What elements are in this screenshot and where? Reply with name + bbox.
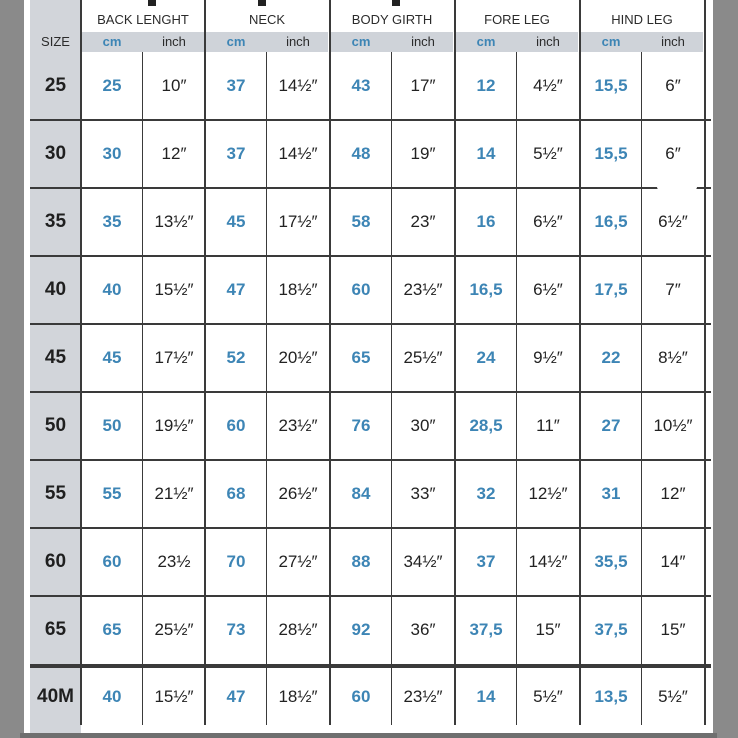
inch-value-cell: 13½″ (154, 212, 194, 231)
cm-value-cell: 60 (351, 280, 371, 299)
cm-column-header: cm (102, 34, 122, 49)
cm-value-cell: 28,5 (469, 416, 503, 435)
group-divider (329, 0, 331, 725)
inch-value-cell: 6″ (665, 144, 681, 163)
inch-value-cell: 27½″ (278, 552, 318, 571)
inch-value-cell: 19″ (410, 144, 436, 163)
cm-value-cell: 16,5 (594, 212, 628, 231)
cm-value-cell: 14 (476, 144, 496, 163)
size-chart (24, 0, 713, 733)
inch-value-cell: 6½″ (658, 212, 688, 231)
group-divider (80, 0, 82, 725)
cm-value-cell: 55 (102, 484, 122, 503)
cm-value-cell: 84 (351, 484, 371, 503)
inch-value-cell: 11″ (536, 416, 560, 435)
inch-value-cell: 25½″ (403, 348, 443, 367)
cm-value-cell: 12 (476, 76, 496, 95)
group-divider (204, 0, 206, 725)
group-title: BODY GIRTH (351, 12, 433, 27)
cm-value-cell: 68 (226, 484, 246, 503)
inch-value-cell: 23″ (410, 212, 436, 231)
inch-value-cell: 21½″ (154, 484, 194, 503)
group-title: HIND LEG (611, 12, 673, 27)
size-label: 30 (44, 143, 67, 164)
inch-value-cell: 4½″ (533, 76, 563, 95)
row-divider (30, 391, 711, 393)
cm-value-cell: 15,5 (594, 144, 628, 163)
size-label: 65 (44, 619, 67, 640)
inch-value-cell: 30″ (410, 416, 436, 435)
cm-value-cell: 73 (226, 620, 246, 639)
inch-value-cell: 17½″ (154, 348, 194, 367)
inch-value-cell: 17½″ (278, 212, 318, 231)
row-divider (30, 664, 711, 668)
inch-value-cell: 36″ (410, 620, 436, 639)
inch-value-cell: 15½″ (154, 687, 194, 706)
row-divider (30, 595, 711, 597)
row-divider (30, 323, 711, 325)
size-label: 55 (44, 483, 67, 504)
cm-column-header: cm (226, 34, 246, 49)
group-title: NECK (248, 12, 286, 27)
group-divider (579, 0, 581, 725)
inch-column-header: inch (661, 34, 685, 49)
cm-value-cell: 16,5 (469, 280, 503, 299)
cm-value-cell: 47 (226, 280, 246, 299)
inch-value-cell: 5½″ (658, 687, 688, 706)
row-divider (30, 187, 711, 189)
scroll-indicator[interactable] (657, 166, 697, 190)
inch-value-cell: 15″ (535, 620, 561, 639)
inch-value-cell: 14½″ (528, 552, 568, 571)
inch-value-cell: 14½″ (278, 144, 318, 163)
inch-value-cell: 6½″ (533, 280, 563, 299)
subcolumn-divider (516, 52, 517, 725)
cm-value-cell: 27 (601, 416, 621, 435)
inch-value-cell: 25½″ (154, 620, 194, 639)
inch-value-cell: 10″ (161, 76, 187, 95)
cm-value-cell: 35 (102, 212, 122, 231)
inch-value-cell: 20½″ (278, 348, 318, 367)
size-label: 40 (44, 279, 67, 300)
cm-column-header: cm (351, 34, 371, 49)
subcolumn-divider (266, 52, 267, 725)
inch-value-cell: 6½″ (533, 212, 563, 231)
cm-value-cell: 14 (476, 687, 496, 706)
cm-value-cell: 52 (226, 348, 246, 367)
size-label: 50 (44, 415, 67, 436)
cm-value-cell: 37 (226, 76, 246, 95)
subcolumn-divider (391, 52, 392, 725)
row-divider (30, 459, 711, 461)
cm-column-header: cm (476, 34, 496, 49)
cm-value-cell: 24 (476, 348, 496, 367)
cm-value-cell: 50 (102, 416, 122, 435)
cm-value-cell: 58 (351, 212, 371, 231)
cm-value-cell: 17,5 (594, 280, 628, 299)
inch-value-cell: 17″ (410, 76, 436, 95)
inch-value-cell: 9½″ (533, 348, 563, 367)
subcolumn-divider (142, 52, 143, 725)
size-column-header: SIZE (41, 34, 70, 49)
inch-value-cell: 19½″ (154, 416, 194, 435)
group-title: FORE LEG (484, 12, 550, 27)
inch-value-cell: 15½″ (154, 280, 194, 299)
inch-value-cell: 23½″ (278, 416, 318, 435)
cm-value-cell: 47 (226, 687, 246, 706)
cm-value-cell: 60 (351, 687, 371, 706)
inch-value-cell: 12½″ (528, 484, 568, 503)
cm-value-cell: 65 (102, 620, 122, 639)
cm-value-cell: 88 (351, 552, 371, 571)
cm-value-cell: 76 (351, 416, 371, 435)
cm-value-cell: 60 (102, 552, 122, 571)
cm-value-cell: 40 (102, 687, 122, 706)
cm-value-cell: 40 (102, 280, 122, 299)
inch-value-cell: 7″ (665, 280, 681, 299)
header-letter-fragment (258, 0, 266, 6)
cm-value-cell: 37 (226, 144, 246, 163)
header-letter-fragment (392, 0, 400, 6)
inch-value-cell: 12″ (660, 484, 686, 503)
row-divider (30, 119, 711, 121)
cm-column-header: cm (601, 34, 621, 49)
inch-value-cell: 23½ (157, 552, 191, 571)
cm-value-cell: 31 (601, 484, 621, 503)
inch-column-header: inch (162, 34, 186, 49)
cm-value-cell: 60 (226, 416, 246, 435)
inch-value-cell: 33″ (410, 484, 436, 503)
inch-column-header: inch (411, 34, 435, 49)
inch-value-cell: 8½″ (658, 348, 688, 367)
inch-value-cell: 28½″ (278, 620, 318, 639)
cm-value-cell: 65 (351, 348, 371, 367)
inch-value-cell: 23½″ (403, 687, 443, 706)
inch-value-cell: 18½″ (278, 280, 318, 299)
inch-value-cell: 10½″ (653, 416, 693, 435)
cm-value-cell: 70 (226, 552, 246, 571)
cm-value-cell: 37,5 (469, 620, 503, 639)
group-title: BACK LENGHT (97, 12, 189, 27)
inch-value-cell: 14″ (660, 552, 686, 571)
size-label: 60 (44, 551, 67, 572)
size-label: 40M (37, 686, 74, 707)
frame-shadow (20, 733, 717, 738)
inch-column-header: inch (536, 34, 560, 49)
cm-value-cell: 45 (102, 348, 122, 367)
cm-value-cell: 92 (351, 620, 371, 639)
cm-value-cell: 37 (476, 552, 496, 571)
cm-value-cell: 30 (102, 144, 122, 163)
cm-value-cell: 45 (226, 212, 246, 231)
cm-value-cell: 35,5 (594, 552, 628, 571)
cm-value-cell: 25 (102, 76, 122, 95)
inch-value-cell: 23½″ (403, 280, 443, 299)
inch-column-header: inch (286, 34, 310, 49)
inch-value-cell: 6″ (665, 76, 681, 95)
cm-value-cell: 13,5 (594, 687, 628, 706)
subcolumn-divider (641, 52, 642, 725)
cm-value-cell: 22 (601, 348, 621, 367)
inch-value-cell: 15″ (660, 620, 686, 639)
cm-value-cell: 43 (351, 76, 371, 95)
inch-value-cell: 5½″ (533, 687, 563, 706)
inch-value-cell: 14½″ (278, 76, 318, 95)
inch-value-cell: 12″ (161, 144, 187, 163)
size-label: 25 (44, 75, 67, 96)
table-right-edge (704, 0, 706, 725)
cm-value-cell: 15,5 (594, 76, 628, 95)
inch-value-cell: 18½″ (278, 687, 318, 706)
cm-value-cell: 16 (476, 212, 496, 231)
inch-value-cell: 26½″ (278, 484, 318, 503)
group-divider (454, 0, 456, 725)
cm-value-cell: 48 (351, 144, 371, 163)
inch-value-cell: 34½″ (403, 552, 443, 571)
cm-value-cell: 32 (476, 484, 496, 503)
size-label: 45 (44, 347, 67, 368)
row-divider (30, 255, 711, 257)
size-label: 35 (44, 211, 67, 232)
row-divider (30, 527, 711, 529)
inch-value-cell: 5½″ (533, 144, 563, 163)
header-letter-fragment (148, 0, 156, 6)
cm-value-cell: 37,5 (594, 620, 628, 639)
